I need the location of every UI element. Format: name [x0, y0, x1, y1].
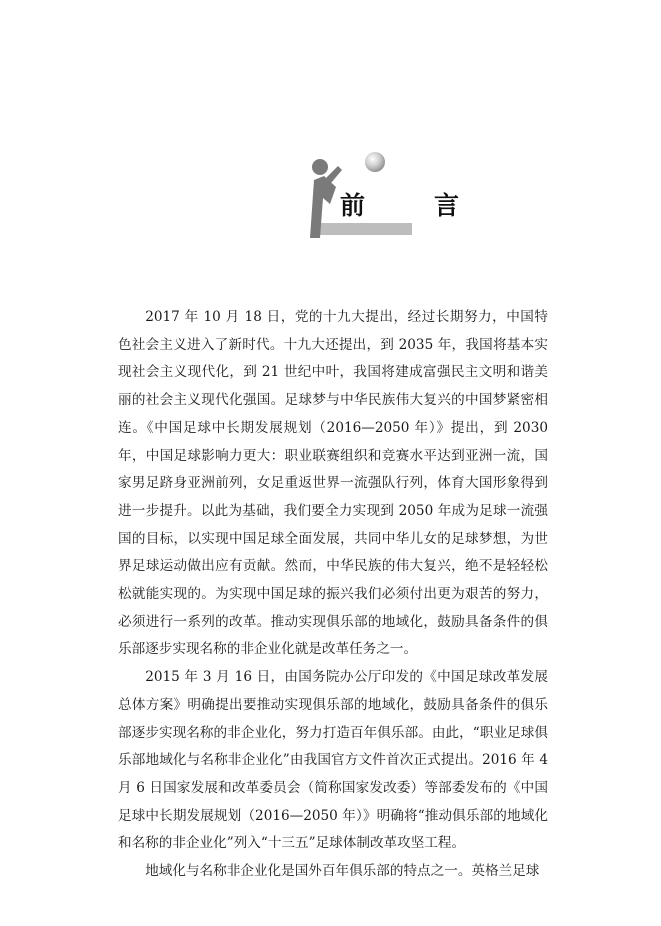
- paragraph: 2015 年 3 月 16 日，由国务院办公厅印发的《中国足球改革发展总体方案》明确提出要推动实现俱乐部的地域化，鼓励具备条件的俱乐部逐步实现名称的非企业化，努力打造百年俱乐部。由此，“职业足球俱乐部地域化与名称非企业化”由我国官方文件首次正式提出。2016 年 4 月 6 日国家发展和改革委员会（简称国家发改委）等部委发布的《中国足球中长期发展规划（2016—2050 年）》明确将“推动俱乐部的地域化和名称的非企业化”列入“十三五”足球体制改革攻坚工程。: [118, 669, 548, 852]
- ball-icon: [365, 152, 385, 172]
- page-title: 前 言: [340, 191, 482, 220]
- paragraph: 地域化与名称非企业化是国外百年俱乐部的特点之一。英格兰足球: [145, 863, 540, 880]
- paragraph: 2017 年 10 月 18 日，党的十九大提出，经过长期努力，中国特色社会主义进入了新时代。十九大还提出，到 2035 年，我国将基本实现社会主义现代化，到 21 世纪中叶，我国将建成富强民主文明和谐美丽的社会主义现代化强国。足球梦与中华民族伟大复兴的中国梦紧密相连。《中国足球中长期发展规划（2016—2050 年）》提出，到 2030 年，中国足球影响力更大：职业联赛组织和竞赛水平达到亚洲一流，国家男足跻身亚洲前列，女足重返世界一流强队行列，体育大国形象得到进一步提升。以此为基础，我们要全力实现到 2050 年成为足球一流强国的目标，以实现中国足球全面发展，共同中华儿女的足球梦想，为世界足球运动做出应有贡献。然而，中华民族的伟大复兴，绝不是轻轻松松就能实现的。为实现中国足球的振兴我们必须付出更为艰苦的努力，必须进行一系列的改革。推动实现俱乐部的地域化，鼓励具备条件的俱乐部逐步实现名称的非企业化就是改革任务之一。: [118, 309, 548, 658]
- title-underline-bar: [316, 223, 412, 235]
- body-text: [118, 304, 548, 886]
